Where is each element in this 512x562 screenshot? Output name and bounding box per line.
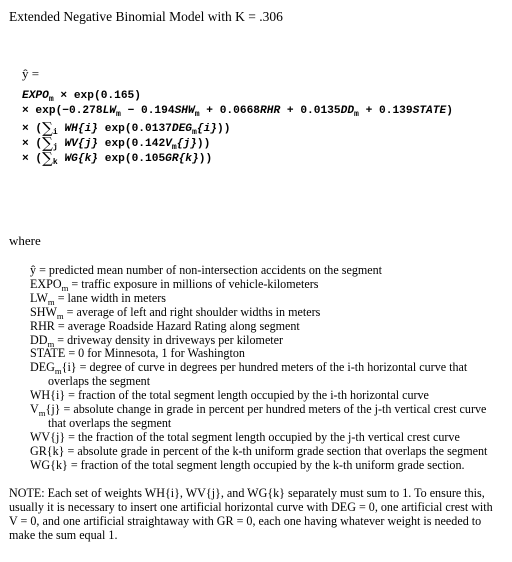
deg-term: DEG xyxy=(171,123,193,135)
wg-term: WG{k} xyxy=(64,153,99,165)
def-text: = average Roadside Hazard Rating along segment xyxy=(54,318,300,333)
definition-expo xyxy=(30,278,500,292)
def-term: EXPO xyxy=(30,276,62,291)
definition-wh xyxy=(30,389,500,403)
gr-term: GR xyxy=(165,153,179,165)
equation-line-1-rest: × exp(0.165) xyxy=(53,90,141,102)
def-subscript: m xyxy=(61,282,69,293)
definitions-list xyxy=(30,264,500,473)
def-subscript: m xyxy=(47,296,55,307)
def-text: = 0 for Minnesota, 1 for Washington xyxy=(65,346,245,361)
definition-wg xyxy=(30,459,500,473)
definition-yhat xyxy=(30,264,500,278)
def-subscript: m xyxy=(54,366,62,377)
def-term: GR{k} xyxy=(30,443,65,458)
yhat-symbol: ŷ = xyxy=(22,66,40,81)
lw-term: LW xyxy=(102,105,117,117)
dd-term: DD xyxy=(340,105,355,117)
def-term: STATE xyxy=(30,346,66,361)
deg-subscript: m xyxy=(192,127,197,137)
v-subscript: m xyxy=(171,142,177,152)
eq2-post: ) xyxy=(446,105,453,117)
def-text: = absolute change in grade in percent per hundred meters of the j-th vertical crest curve that overlaps the segment xyxy=(48,402,487,430)
eq4-pre: × ( xyxy=(22,138,43,150)
wv-term: WV{j} xyxy=(64,138,99,150)
eq3-mid: exp(0.0137 xyxy=(98,123,172,135)
wh-term: WH{i} xyxy=(64,123,99,135)
def-term: SHW xyxy=(30,304,57,319)
eq2-pre: × exp(−0.278 xyxy=(22,105,103,117)
def-text: = predicted mean number of non-intersection accidents on the segment xyxy=(36,263,383,277)
def-term: ŷ xyxy=(30,263,37,277)
sum-index-i: i xyxy=(52,127,58,137)
equation-line-4 xyxy=(22,134,453,152)
def-term-index: {j} xyxy=(45,402,61,417)
definition-dd xyxy=(30,334,500,348)
def-text: = fraction of the total segment length occupied by the k-th uniform grade section. xyxy=(67,457,465,472)
rhr-term: RHR xyxy=(260,105,281,117)
definition-rhr xyxy=(30,320,500,334)
def-text: = traffic exposure in millions of vehicle-kilometers xyxy=(68,276,319,291)
dd-subscript: m xyxy=(354,109,359,119)
gr-index: {k} xyxy=(178,153,199,165)
eq2-op5: + 0.139 xyxy=(358,105,413,117)
definition-deg xyxy=(30,361,500,389)
eq5-post: )) xyxy=(198,153,213,165)
def-text: = absolute grade in percent of the k-th uniform grade section that overlaps the segment xyxy=(64,443,488,458)
definition-lw xyxy=(30,292,500,306)
summation-icon: ∑ xyxy=(42,119,53,137)
document-title: Extended Negative Binomial Model with K = .306 xyxy=(9,9,283,24)
equation-line-1 xyxy=(22,89,453,104)
eq4-mid: exp(0.142 xyxy=(98,138,166,150)
deg-index: {i} xyxy=(196,123,218,135)
eq5-pre: × ( xyxy=(22,153,43,165)
eq2-op3: + 0.0668 xyxy=(199,105,261,117)
note-paragraph: NOTE: Each set of weights WH{i}, WV{j}, and WG{k} separately must sum to 1. To ensure this, usually it is necessary to insert one artificial horizontal curve with DEG = 0, one artificial crest with V = 0, and one artificial straightaway with GR = 0, each one having whatever weight is needed to make the sum equal 1. xyxy=(9,486,493,542)
equation-line-5 xyxy=(22,149,453,167)
expo-term: EXPO xyxy=(22,90,49,102)
def-term: WV{j} xyxy=(30,429,66,444)
def-subscript: m xyxy=(38,408,46,419)
def-text: = the fraction of the total segment length occupied by the j-th vertical crest curve xyxy=(65,429,460,444)
eq3-post: )) xyxy=(217,123,231,135)
expo-subscript: m xyxy=(48,94,54,104)
sum-index-k: k xyxy=(52,157,58,167)
def-term: V xyxy=(30,402,39,417)
equation-line-2 xyxy=(22,104,453,119)
def-term: WG{k} xyxy=(30,457,68,472)
definition-wv xyxy=(30,431,500,445)
eq4-post: )) xyxy=(196,138,211,150)
def-term: DD xyxy=(30,332,48,347)
summation-icon: ∑ xyxy=(42,134,53,152)
def-term-index: {i} xyxy=(61,360,77,375)
shw-subscript: m xyxy=(194,109,200,119)
def-term: LW xyxy=(30,290,48,305)
model-equation xyxy=(22,66,453,167)
lw-subscript: m xyxy=(116,109,121,119)
definition-state xyxy=(30,347,500,361)
equation-line-3 xyxy=(22,119,453,137)
def-text: = degree of curve in degrees per hundred meters of the i-th horizontal curve that overlaps the segment xyxy=(48,360,468,389)
definition-v xyxy=(30,403,500,431)
v-term: V xyxy=(165,138,172,150)
sum-index-j: j xyxy=(52,142,58,152)
eq2-op4: + 0.0135 xyxy=(280,105,341,117)
definition-gr xyxy=(30,445,500,459)
eq2-op2: − 0.194 xyxy=(120,105,175,117)
def-subscript: m xyxy=(56,310,64,321)
def-subscript: m xyxy=(47,338,55,349)
def-text: = driveway density in driveways per kilometer xyxy=(54,332,284,347)
eq3-pre: × ( xyxy=(22,123,43,135)
def-text: = average of left and right shoulder widths in meters xyxy=(63,304,321,319)
summation-icon: ∑ xyxy=(42,149,53,167)
definition-shw xyxy=(30,306,500,320)
def-text: = fraction of the total segment length occupied by the i-th horizontal curve xyxy=(65,388,429,403)
def-term: DEG xyxy=(30,360,55,375)
def-term: RHR xyxy=(30,318,55,333)
state-term: STATE xyxy=(412,105,447,117)
equation-lhs xyxy=(22,66,453,81)
shw-term: SHW xyxy=(174,105,195,117)
def-text: = lane width in meters xyxy=(54,290,166,305)
where-label: where xyxy=(9,233,41,248)
def-term: WH{i} xyxy=(30,388,66,403)
eq5-mid: exp(0.105 xyxy=(98,153,166,165)
v-index: {j} xyxy=(176,138,197,150)
